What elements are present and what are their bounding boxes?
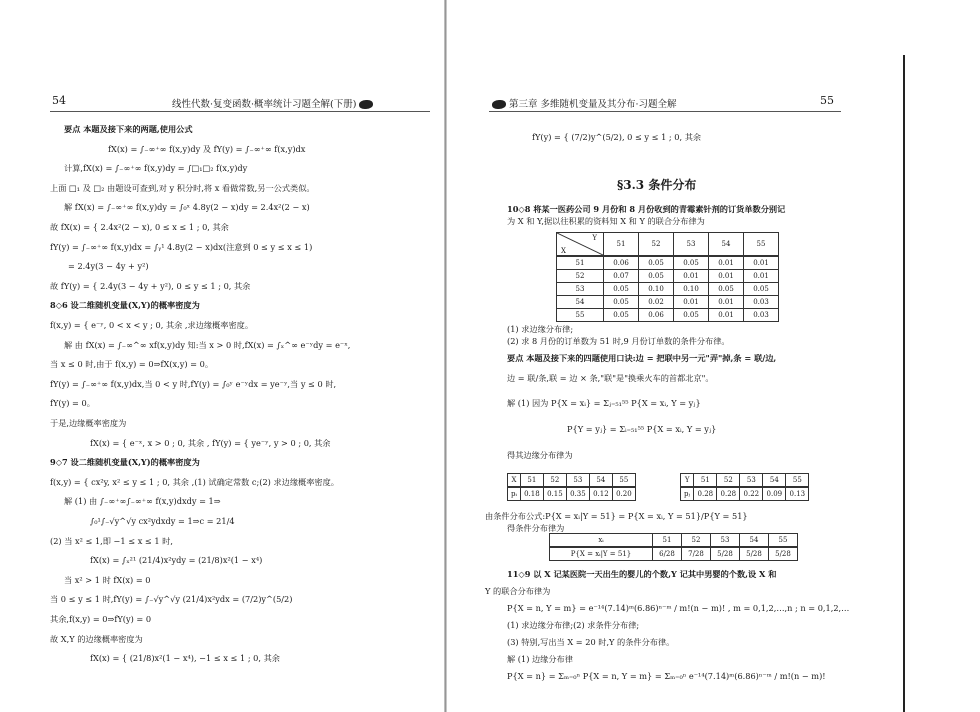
marginal-value: 53 <box>566 474 589 488</box>
text-line: f(x,y) = { e⁻ʸ, 0 < x < y ; 0, 其余 ,求边缘概率密度。 <box>50 320 254 330</box>
table-row <box>557 296 779 309</box>
cond-header: 51 <box>653 534 682 548</box>
table-cell: 0.03 <box>744 309 779 322</box>
text-line: 解 fX(x) = ∫₋∞⁺∞ f(x,y)dy = ∫₀ˣ 4.8y(2 − x)dy = 2.4x²(2 − x) <box>64 202 310 213</box>
text-line: P{X = n, Y = m} = e⁻¹⁴(7.14)ᵐ(6.86)ⁿ⁻ᵐ / m!(n − m)! , m = 0,1,2,…,n ; n = 0,1,2,… <box>507 603 850 613</box>
table-cell: 0.03 <box>744 296 779 309</box>
text-line: Y 的联合分布律为 <box>485 586 551 596</box>
marginal-y-table <box>680 473 809 501</box>
corner-label-x: X <box>561 247 566 255</box>
text-line: P{Y = yⱼ} = Σᵢ₌₅₁⁵⁵ P{X = xᵢ, Y = yⱼ} <box>567 424 717 434</box>
question-line: (2) 求 8 月份的订单数为 51 时,9 月份订单数的条件分布律。 <box>507 336 730 346</box>
publisher-logo-icon <box>492 100 506 109</box>
text-line: 于是,边缘概率密度为 <box>50 418 127 428</box>
table-cell: 0.01 <box>674 296 709 309</box>
table-cell: 0.01 <box>744 270 779 283</box>
running-header-right <box>489 96 677 110</box>
text-line: 故 fX(x) = { 2.4x²(2 − x), 0 ≤ x ≤ 1 ; 0, 其余 <box>50 222 229 232</box>
marginal-value: 51 <box>520 474 543 488</box>
table-cell: 0.01 <box>709 256 744 270</box>
text-line: 边 = 联/条,联 = 边 × 条,"联"是"换乘火车的首都北京"。 <box>507 373 714 383</box>
conditional-table <box>549 533 798 561</box>
section-title: §3.3 条件分布 <box>617 178 697 192</box>
text-line: fY(y) = 0。 <box>50 398 95 409</box>
marginal-label: pᵢ <box>508 487 521 501</box>
marginal-prob: 0.20 <box>612 487 635 501</box>
formula-fy: fY(y) = { (7/2)y^(5/2), 0 ≤ y ≤ 1 ; 0, 其余 <box>532 132 702 142</box>
marginal-value: 55 <box>786 474 809 488</box>
marginal-value: 51 <box>694 474 717 488</box>
col-header: 51 <box>604 233 639 257</box>
text-line: 为 X 和 Y,据以往积累的资料知 X 和 Y 的联合分布律为 <box>507 216 705 226</box>
row-header: 54 <box>557 296 604 309</box>
text-line: (2) 当 x² ≤ 1,即 −1 ≤ x ≤ 1 时, <box>50 535 173 546</box>
text-line: 要点 本题及接下来的四题使用口诀:边 = 把联中另一元"弄"掉,条 = 联/边, <box>507 353 777 363</box>
marginal-label: X <box>508 474 521 488</box>
marginal-prob: 0.22 <box>740 487 763 501</box>
text-line: fX(x) = ∫ₓ²¹ (21/4)x²ydy = (21/8)x²(1 − x⁴) <box>90 555 263 566</box>
marginal-prob: 0.35 <box>566 487 589 501</box>
table-row <box>508 487 636 501</box>
cond-cell: 5/28 <box>769 547 798 561</box>
table-row <box>557 309 779 322</box>
page-number-left: 54 <box>52 94 66 107</box>
table-cell: 0.01 <box>709 296 744 309</box>
header-text: 第三章 多维随机变量及其分布·习题全解 <box>509 99 677 110</box>
cond-header: xᵢ <box>550 534 653 548</box>
cond-cell: 5/28 <box>740 547 769 561</box>
text-line: fY(y) = ∫₋∞⁺∞ f(x,y)dx,当 0 < y 时,fY(y) = ∫₀ʸ e⁻ʸdx = ye⁻ʸ,当 y ≤ 0 时, <box>50 378 337 389</box>
table-cell: 0.05 <box>674 309 709 322</box>
text-line: fY(y) = ∫₋∞⁺∞ f(x,y)dx = ∫ᵧ¹ 4.8y(2 − x)dx(注意到 0 ≤ y ≤ x ≤ 1) <box>50 241 313 252</box>
row-header: 53 <box>557 283 604 296</box>
table-cell: 0.05 <box>674 256 709 270</box>
text-line: 由条件分布公式:P{X = xᵢ|Y = 51} = P{X = xᵢ, Y = 51}/P{Y = 51} <box>485 511 748 521</box>
table-row <box>557 283 779 296</box>
text-line: 解 (1) 边缘分布律 <box>507 654 573 664</box>
text-line: (3) 特别,写出当 X = 20 时,Y 的条件分布律。 <box>507 637 675 647</box>
page-number-right: 55 <box>820 94 834 107</box>
text-line: 其余,f(x,y) = 0⇒fY(y) = 0 <box>50 614 152 624</box>
text-line: 故 fY(y) = { 2.4y(3 − 4y + y²), 0 ≤ y ≤ 1 ; 0, 其余 <box>50 280 251 291</box>
diagonal-corner-cell <box>557 233 604 257</box>
row-header: 55 <box>557 309 604 322</box>
text-line: ∫₀¹∫₋√y^√y cx²ydxdy = 1⇒c = 21/4 <box>90 516 235 526</box>
table-cell: 0.01 <box>744 256 779 270</box>
text-line: 解 (1) 由 ∫₋∞⁺∞∫₋∞⁺∞ f(x,y)dxdy = 1⇒ <box>64 496 221 507</box>
marginal-value: 54 <box>589 474 612 488</box>
marginal-value: 52 <box>717 474 740 488</box>
text-line: P{X = n} = Σₘ₌₀ⁿ P{X = n, Y = m} = Σₘ₌₀ⁿ e⁻¹⁴(7.14)ᵐ(6.86)ⁿ⁻ᵐ / m!(n − m)! <box>507 671 826 681</box>
text-line: 要点 本题及接下来的两题,使用公式 <box>64 124 193 134</box>
text-line: 10◇8 将某一医药公司 9 月份和 8 月份收到的青霉素针剂的订货单数分别记 <box>507 204 786 214</box>
header-text: 线性代数·复变函数·概率统计习题全解(下册) <box>172 99 357 110</box>
corner-label-y: Y <box>592 234 597 242</box>
cond-header: 53 <box>711 534 740 548</box>
joint-distribution-table <box>556 232 779 322</box>
table-cell: 0.05 <box>604 283 639 296</box>
row-header: 51 <box>557 256 604 270</box>
text-line: = 2.4y(3 − 4y + y²) <box>68 261 149 272</box>
marginal-prob: 0.15 <box>543 487 566 501</box>
cond-header: 55 <box>769 534 798 548</box>
table-header-row <box>681 474 809 488</box>
table-cell: 0.01 <box>674 270 709 283</box>
table-header-row <box>550 534 798 548</box>
page-edge <box>903 55 905 712</box>
table-cell: 0.06 <box>604 256 639 270</box>
header-rule <box>50 111 430 112</box>
cond-cell: 6/28 <box>653 547 682 561</box>
text-line: 当 0 ≤ y ≤ 1 时,fY(y) = ∫₋√y^√y (21/4)x²ydx = (7/2)y^(5/2) <box>50 594 293 605</box>
table-cell: 0.06 <box>639 309 674 322</box>
cond-cell: 7/28 <box>682 547 711 561</box>
table-cell: 0.05 <box>709 283 744 296</box>
right-page <box>447 0 980 712</box>
text-line: 解 由 fX(x) = ∫₋∞^∞ xf(x,y)dy 知:当 x > 0 时,fX(x) = ∫ₓ^∞ e⁻ʸdy = e⁻ˣ, <box>64 339 351 350</box>
text-line: 9◇7 设二维随机变量(X,Y)的概率密度为 <box>50 457 200 468</box>
table-cell: 0.02 <box>639 296 674 309</box>
text-line: 11◇9 以 X 记某医院一天出生的婴儿的个数,Y 记其中男婴的个数,设 X 和 <box>507 569 777 579</box>
text-line: (1) 求边缘分布律;(2) 求条件分布律; <box>507 620 640 630</box>
marginal-x-table <box>507 473 636 501</box>
marginal-label: Y <box>681 474 694 488</box>
table-cell: 0.05 <box>604 296 639 309</box>
row-header: 52 <box>557 270 604 283</box>
text-line: 得条件分布律为 <box>507 523 565 533</box>
text-line: 当 x ≤ 0 时,由于 f(x,y) = 0⇒fX(x,y) = 0。 <box>50 359 214 370</box>
table-row <box>681 487 809 501</box>
cond-cell: P{X = xᵢ|Y = 51} <box>550 547 653 561</box>
col-header: 52 <box>639 233 674 257</box>
marginal-prob: 0.28 <box>717 487 740 501</box>
publisher-logo-icon <box>359 100 373 109</box>
text-line: 解 (1) 因为 P{X = xᵢ} = Σⱼ₌₅₁⁵⁵ P{X = xᵢ, Y = yⱼ} <box>507 398 701 408</box>
text-line: 计算,fX(x) = ∫₋∞⁺∞ f(x,y)dy = ∫□₁□₂ f(x,y)dy <box>64 163 248 174</box>
col-header: 53 <box>674 233 709 257</box>
joint-table-body <box>557 256 779 322</box>
marginal-prob: 0.18 <box>520 487 543 501</box>
marginal-value: 53 <box>740 474 763 488</box>
table-cell: 0.07 <box>604 270 639 283</box>
marginal-prob: 0.09 <box>763 487 786 501</box>
header-rule <box>489 111 841 112</box>
col-header: 55 <box>744 233 779 257</box>
table-cell: 0.10 <box>674 283 709 296</box>
table-cell: 0.05 <box>744 283 779 296</box>
text-line: f(x,y) = { cx²y, x² ≤ y ≤ 1 ; 0, 其余 ,(1) 试确定常数 c;(2) 求边缘概率密度。 <box>50 476 339 487</box>
text-line: 得其边缘分布律为 <box>507 450 573 460</box>
table-cell: 0.05 <box>639 256 674 270</box>
table-cell: 0.05 <box>639 270 674 283</box>
marginal-label: pⱼ <box>681 487 694 501</box>
text-line: fX(x) = { (21/8)x²(1 − x⁴), −1 ≤ x ≤ 1 ; 0, 其余 <box>90 653 280 664</box>
table-row <box>550 547 798 561</box>
table-cell: 0.05 <box>604 309 639 322</box>
table-row <box>557 256 779 270</box>
cond-header: 52 <box>682 534 711 548</box>
marginal-value: 55 <box>612 474 635 488</box>
left-page <box>0 0 445 712</box>
marginal-value: 52 <box>543 474 566 488</box>
text-line: fX(x) = { e⁻ˣ, x > 0 ; 0, 其余 , fY(y) = { ye⁻ʸ, y > 0 ; 0, 其余 <box>90 437 331 448</box>
marginal-prob: 0.13 <box>786 487 809 501</box>
marginal-prob: 0.28 <box>694 487 717 501</box>
table-header-row <box>508 474 636 488</box>
text-line: 8◇6 设二维随机变量(X,Y)的概率密度为 <box>50 300 200 311</box>
col-header: 54 <box>709 233 744 257</box>
table-cell: 0.01 <box>709 309 744 322</box>
text-line: 故 X,Y 的边缘概率密度为 <box>50 633 143 644</box>
cond-cell: 5/28 <box>711 547 740 561</box>
text-line: 上面 □₁ 及 □₂ 由题设可查到,对 y 积分时,将 x 看做常数,另一公式类似。 <box>50 182 315 193</box>
table-cell: 0.01 <box>709 270 744 283</box>
marginal-prob: 0.12 <box>589 487 612 501</box>
text-line: 当 x² > 1 时 fX(x) = 0 <box>64 574 151 585</box>
table-cell: 0.10 <box>639 283 674 296</box>
text-line: fX(x) = ∫₋∞⁺∞ f(x,y)dy 及 fY(y) = ∫₋∞⁺∞ f(x,y)dx <box>108 143 306 154</box>
question-line: (1) 求边缘分布律; <box>507 324 574 334</box>
table-row <box>557 270 779 283</box>
cond-header: 54 <box>740 534 769 548</box>
table-header-row <box>557 233 779 257</box>
running-header-left <box>172 96 376 110</box>
marginal-value: 54 <box>763 474 786 488</box>
